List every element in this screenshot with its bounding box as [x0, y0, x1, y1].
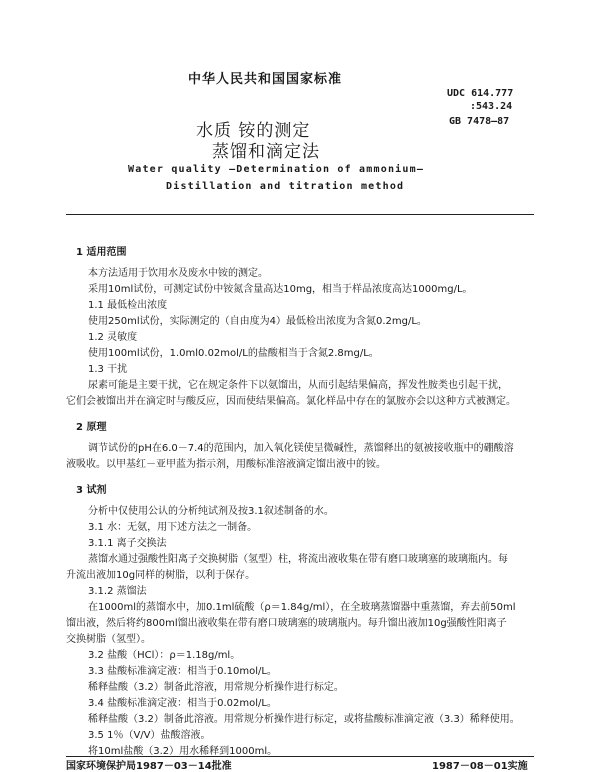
section-3-5: 3.5 1％（V/V）盐酸溶液。 [88, 730, 211, 741]
section-2-paragraph-1: 调节试份的pH在6.0－7.4的范围内，加入氧化镁使呈微碱性，蒸馏释出的氨被接收瓶中的硼酸溶 [88, 443, 514, 454]
section-1-1-paragraph: 使用250ml试份，实际测定的（自由度为4）最低检出浓度为含氮0.2mg/L。 [88, 316, 427, 327]
section-2-heading: 2 原理 [76, 422, 107, 433]
section-1-paragraph-1: 本方法适用于饮用水及废水中铵的测定。 [88, 268, 268, 279]
section-2-paragraph-2: 液吸收。以甲基红－亚甲蓝为指示剂，用酸标准溶液滴定馏出液中的铵。 [66, 459, 386, 470]
udc-code: UDC 614.777 [447, 88, 514, 99]
approval-date: 国家环境保护局1987－03－14批准 [66, 761, 232, 772]
section-1-3-paragraph-2: 它们会被馏出并在滴定时与酸反应，因而使结果偏高。氯化样品中存在的氯胺亦会以这种方式被测定。 [66, 396, 516, 407]
section-1-3-heading: 1.3 干扰 [88, 364, 128, 375]
udc-code-continuation: :543.24 [470, 101, 513, 112]
section-1-2-heading: 1.2 灵敏度 [88, 332, 138, 343]
implementation-date: 1987－08－01实施 [432, 761, 528, 772]
section-3-5-paragraph: 将10ml盐酸（3.2）用水稀释到1000ml。 [88, 746, 278, 757]
section-3-heading: 3 试剂 [76, 485, 107, 496]
section-1-1-heading: 1.1 最低检出浓度 [88, 300, 168, 311]
section-1-heading: 1 适用范围 [76, 247, 127, 258]
section-3-1-2-heading: 3.1.2 蒸馏法 [88, 586, 147, 597]
section-3-3: 3.3 盐酸标准滴定液：相当于0.10mol/L。 [88, 666, 277, 677]
title-en-line1: Water quality —Determination of ammonium— [128, 164, 425, 175]
section-3-1-1-paragraph-2: 升流出液加10g同样的树脂，以利于保存。 [66, 570, 256, 581]
header-divider [66, 214, 534, 215]
section-3-4: 3.4 盐酸标准滴定液：相当于0.02mol/L。 [88, 698, 277, 709]
section-1-3-paragraph-1: 尿素可能是主要干扰，它在规定条件下以氨馏出，从而引起结果偏高，挥发性胺类也引起干扰， [88, 380, 508, 391]
section-3-1-2-paragraph-1: 在1000ml的蒸馏水中，加0.1ml硫酸（ρ＝1.84g/ml），在全玻璃蒸馏器中重蒸馏，弃去前50ml [88, 602, 516, 613]
title-cn-line1: 水质 铵的测定 [196, 121, 311, 141]
section-1-paragraph-2: 采用10ml试份，可测定试份中铵氮含量高达10mg，相当于样品浓度高达1000mg/L。 [88, 284, 473, 295]
gb-number: GB 7478—87 [449, 116, 510, 127]
section-3-3-paragraph: 稀释盐酸（3.2）制备此溶液，用常规分析操作进行标定。 [88, 682, 344, 693]
title-cn-line2: 蒸馏和滴定法 [212, 142, 320, 162]
section-3-1-1-heading: 3.1.1 离子交换法 [88, 538, 167, 549]
section-3-1-2-paragraph-3: 交换树脂（氢型）。 [66, 634, 151, 645]
section-3-4-paragraph: 稀释盐酸（3.2）制备此溶液。用常规分析操作进行标定，或将盐酸标准滴定液（3.3）稀释使用。 [88, 714, 520, 725]
title-en-line2: Distillation and titration method [166, 181, 405, 192]
section-3-2: 3.2 盐酸（HCl）：ρ＝1.18g/ml。 [88, 650, 241, 661]
section-3-1-2-paragraph-2: 馏出液，然后将约800ml馏出液收集在带有磨口玻璃塞的玻璃瓶内。每升馏出液加10g强酸性阳离子 [66, 618, 507, 629]
section-3-paragraph: 分析中仅使用公认的分析纯试剂及按3.1叙述制备的水。 [88, 506, 334, 517]
section-3-1-1-paragraph-1: 蒸馏水通过强酸性阳离子交换树脂（氢型）柱，将流出液收集在带有磨口玻璃塞的玻璃瓶内。每 [88, 554, 508, 565]
section-3-1: 3.1 水：无氨，用下述方法之一制备。 [88, 522, 258, 533]
section-1-2-paragraph: 使用100ml试份，1.0ml0.02mol/L的盐酸相当于含氮2.8mg/L。 [88, 348, 379, 359]
national-standard-heading: 中华人民共和国国家标准 [188, 72, 343, 87]
